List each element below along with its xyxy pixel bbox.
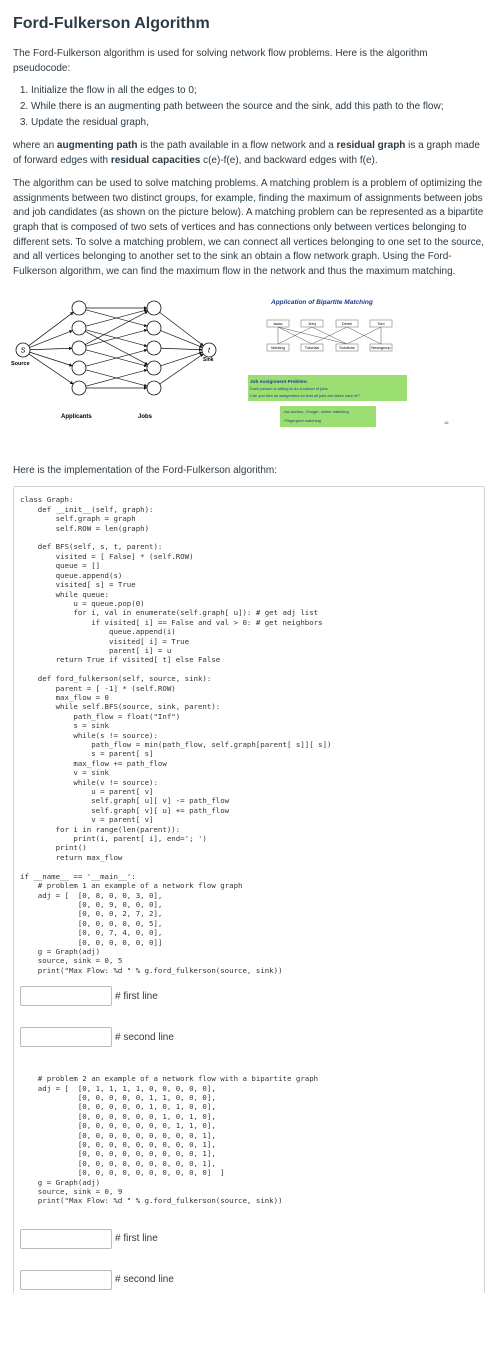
- applicant-node: [72, 381, 86, 395]
- algorithm-steps: [13, 83, 485, 131]
- answer-input-1[interactable]: [20, 986, 112, 1006]
- problem-line-1: Each person is willing to do a subset of jobs.: [250, 385, 329, 391]
- applicant-node: [72, 361, 86, 375]
- applicant-node: [72, 341, 86, 355]
- job-node: [147, 321, 161, 335]
- step-item: 1. Initialize the flow in all the edges to 0;: [31, 83, 485, 99]
- answer-row-3: [20, 1226, 478, 1252]
- answer-label-first-line: # first line: [115, 990, 158, 1002]
- sink-label: Sink: [203, 356, 214, 363]
- answer-input-2[interactable]: [20, 1027, 112, 1047]
- answer-row-1: [20, 983, 478, 1009]
- flow-edge: [160, 312, 204, 346]
- term-residual-graph: residual graph: [336, 140, 406, 152]
- flow-edge: [160, 330, 202, 347]
- jobs-label: Jobs: [138, 413, 153, 420]
- source-node-text: S: [20, 347, 26, 355]
- bipartite-figure: [13, 294, 485, 444]
- job-box-label: Marking: [271, 345, 285, 350]
- answer-input-3[interactable]: [20, 1229, 112, 1249]
- flow-edge: [161, 348, 202, 349]
- problem-line-2: Can you find an assignment so that all jobs are taken care of?: [250, 392, 360, 398]
- applicant-node: [72, 321, 86, 335]
- application-title: Application of Bipartite Matching: [271, 298, 373, 306]
- job-node: [147, 341, 161, 355]
- job-node: [147, 361, 161, 375]
- flow-edge: [85, 331, 148, 364]
- code-main: class Graph: def __init__(self, graph): self.graph = graph self.ROW = len(graph) def BFS(self, s, t, parent): visited = [ False] * (self.ROW) queue = [] queue.append(s) visited[ s] = True while queue: u = queue.pop(0) for i, val in enumerate(self.graph[ u]): # get adj list if visited[ i] == False and val > 0: # get neighbors queue.append(i) visited[ i] = True parent[ i] = u return True if visited[ t] else False def ford_fulkerson(self, source, sink): parent = [ -1] * (self.ROW) max_flow = 0 while self.BFS(source, sink, parent): path_flow = float("Inf") s = sink while(s != source): path_flow = min(path_flow, self.graph[parent[ s]][ s]) s = parent[ s] max_flow += path_flow v = sink while(v != source): u = parent[ v] self.graph[ u][ v] -= path_flow self.graph[ v][ u] += path_flow v = parent[ v] for i in range(len(parent)): print(i, parent[ i], end='; ') print() return max_flow if __name__ == '__main__': # problem 1 an example of a network flow graph adj = [ [0, 8, 0, 0, 3, 0], [0, 0, 9, 0, 0, 0], [0, 0, 0, 2, 7, 2], [0, 0, 0, 0, 0, 5], [0, 0, 7, 4, 0, 0], [0, 0, 0, 0, 0, 0]] g = Graph(adj) source, sink = 0, 5 print("Max Flow: %d " % g.ford_fulkerson(source, sink)): [20, 495, 332, 975]
- flow-network-diagram: [13, 294, 485, 444]
- page-title: Ford-Fulkerson Algorithm: [13, 15, 210, 32]
- job-node: [147, 381, 161, 395]
- flow-edge: [29, 354, 73, 384]
- answer-label-first-line: # first line: [115, 1233, 158, 1245]
- source-label: Source: [11, 360, 30, 367]
- term-augmenting-path: augmenting path: [56, 140, 138, 152]
- job-box-label: Solutions: [339, 345, 355, 350]
- code-block: [13, 486, 485, 1292]
- flow-edge: [30, 330, 73, 347]
- applicant-node: [72, 301, 86, 315]
- flow-edge: [85, 311, 148, 344]
- definition-text: where an augmenting path is the path available in a flow network and a residual graph is a graph made of forward edges with residual capacities c(e)-f(e), and backward edges with f(e).: [13, 140, 480, 167]
- person-box-label: Isaac: [273, 321, 283, 326]
- flow-edge: [160, 354, 203, 384]
- answer-input-4[interactable]: [20, 1270, 112, 1290]
- job-box-label: Tutorials: [304, 345, 320, 350]
- flow-edge: [30, 348, 72, 350]
- term-residual-capacities: residual capacities: [110, 155, 201, 167]
- page-number: 16: [444, 419, 449, 425]
- answer-row-4: [20, 1267, 478, 1293]
- intro-text: The Ford-Fulkerson algorithm is used for solving network flow problems. Here is the algorithm pseudocode:: [13, 48, 428, 74]
- job-box-label: Newsgroup: [371, 345, 391, 350]
- answer-label-second-line: # second line: [115, 1031, 174, 1043]
- job-node: [147, 301, 161, 315]
- note-1: - Ad-auction, Google, online matching: [282, 408, 349, 414]
- matching-edge: [278, 327, 347, 344]
- step-item: 2. While there is an augmenting path between the source and the sink, add this path to the flow;: [31, 99, 485, 115]
- answer-row-2: [20, 1024, 478, 1050]
- person-box-label: Jerry: [307, 321, 317, 326]
- step-item: 3. Update the residual graph,: [31, 115, 485, 131]
- note-2: - Fingerprint matching: [282, 417, 321, 423]
- person-box-label: Derek: [341, 321, 353, 326]
- answer-label-second-line: # second line: [115, 1274, 174, 1286]
- flow-edge: [29, 312, 74, 346]
- problem-title: Job Assignment Problem:: [250, 378, 308, 384]
- matching-text: The algorithm can be used to solve matching problems. A matching problem is a problem of optimizing the assignments between two distinct groups, for example, finding the maximum of assignments between jobs and job candidates (as shown on the picture below). A matching problem can be represented as a bipartite graph that is composed of two sets of vertices and has connections only between vertices belonging to different sets. To solve a matching problem, we can connect all vertices belonging to one set to the source, and all vertices belonging to another set to the sink an obtain a flow network graph. Using the Ford-Fulkerson algorithm, we can find the maximum flow in the network and thus the maximum matching.: [13, 177, 485, 278]
- code-problem-2: # problem 2 an example of a network flow with a bipartite graph adj = [ [0, 1, 1, 1, 1, 0, 0, 0, 0, 0], [0, 0, 0, 0, 0, 1, 1, 0, 0, 0], [0, 0, 0, 0, 0, 1, 0, 1, 0, 0], [0, 0, 0, 0, 0, 0, 1, 0, 1, 0], [0, 0, 0, 0, 0, 0, 0, 1, 1, 0], [0, 0, 0, 0, 0, 0, 0, 0, 0, 1], [0, 0, 0, 0, 0, 0, 0, 0, 0, 1], [0, 0, 0, 0, 0, 0, 0, 0, 0, 1], [0, 0, 0, 0, 0, 0, 0, 0, 0, 1], [0, 0, 0, 0, 0, 0, 0, 0, 0, 0] ] g = Graph(adj) source, sink = 0, 9 print("Max Flow: %d " % g.ford_fulkerson(source, sink)): [37, 1074, 319, 1206]
- sink-node-text: t: [208, 347, 210, 355]
- applicants-label: Applicants: [61, 413, 92, 420]
- person-box-label: Tom: [377, 321, 385, 326]
- implementation-label: Here is the implementation of the Ford-Fulkerson algorithm:: [13, 464, 278, 476]
